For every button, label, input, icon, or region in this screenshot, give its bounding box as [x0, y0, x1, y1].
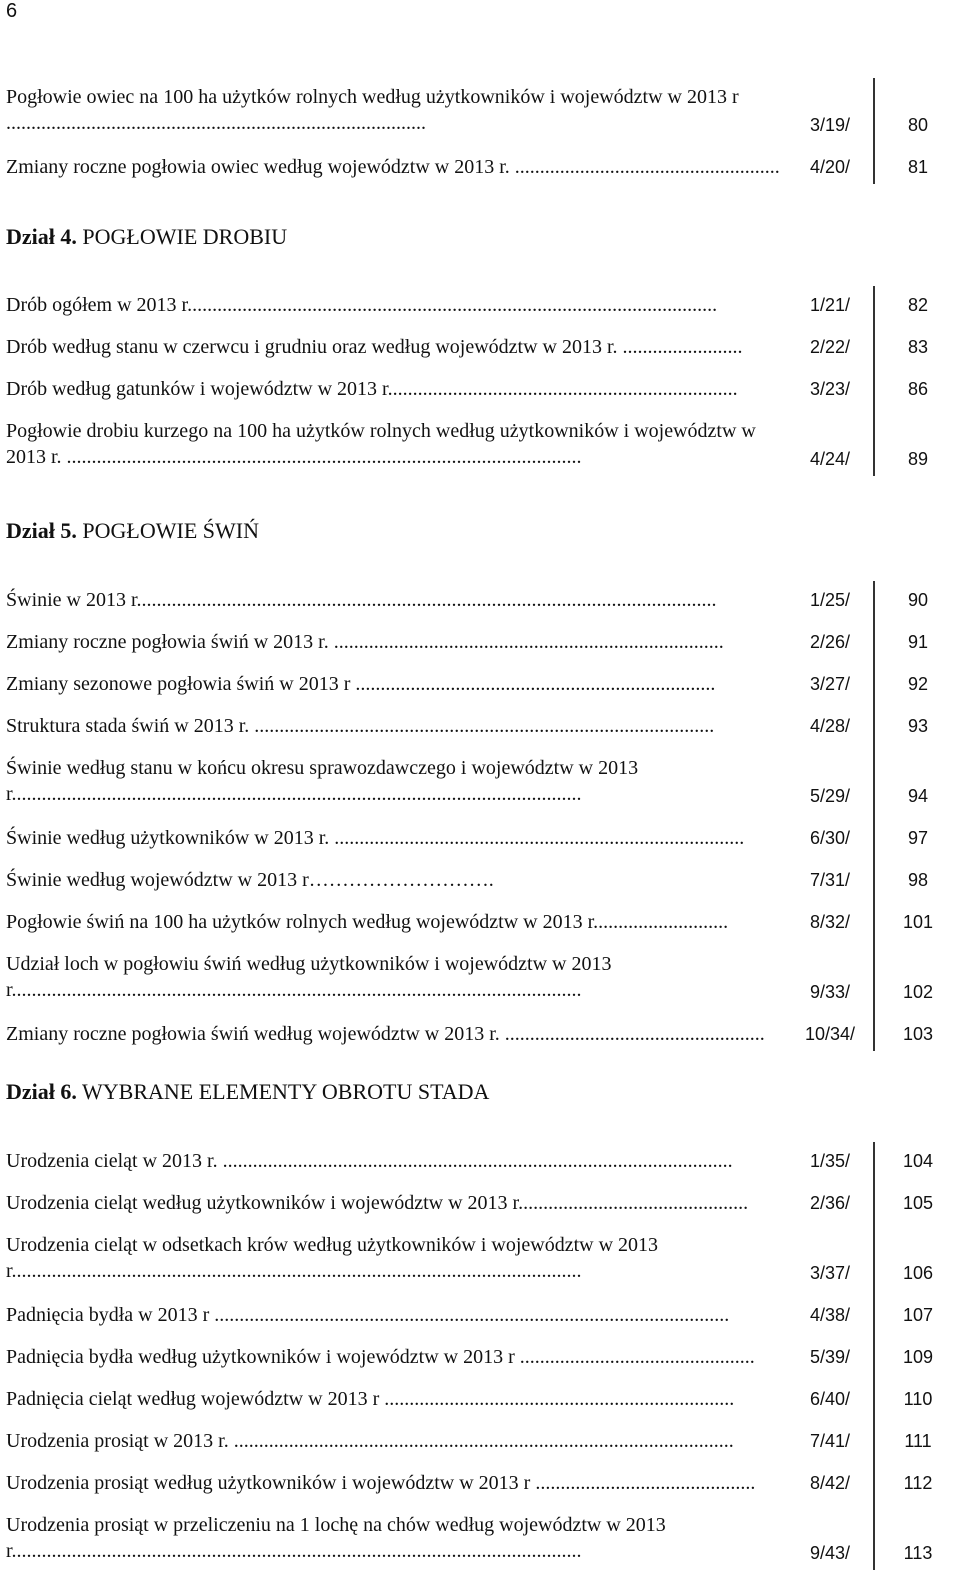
page-ref: 91: [907, 632, 929, 652]
page-ref: 102: [902, 982, 934, 1002]
page-ref: 106: [902, 1263, 934, 1283]
toc-entry: [6, 1232, 946, 1302]
page-ref: 101: [902, 912, 934, 932]
table-number: 8/42/: [809, 1473, 851, 1493]
table-number: 3/27/: [809, 674, 851, 694]
toc-entry-title: Urodzenia prosiąt w 2013 r. ....................................................................................................: [6, 1430, 734, 1452]
toc-entry: [6, 951, 946, 1021]
toc-entry-title: Urodzenia cieląt w 2013 r. ......................................................................................................: [6, 1150, 733, 1172]
toc-entry: [6, 1344, 946, 1386]
toc-entry: [6, 154, 946, 196]
section-heading: Dział 4. POGŁOWIE DROBIU: [6, 224, 288, 249]
toc-entry: [6, 292, 946, 334]
toc-entry-title: Świnie według użytkowników w 2013 r. ..................................................................................: [6, 827, 745, 849]
toc-entry-title: Padnięcia bydła według użytkowników i województw w 2013 r ...............................................: [6, 1346, 755, 1368]
page-ref: 104: [902, 1151, 934, 1171]
table-number: 8/32/: [809, 912, 851, 932]
section-heading: Dział 5. POGŁOWIE ŚWIŃ: [6, 518, 259, 543]
page-ref: 82: [907, 295, 929, 315]
column-divider: [873, 78, 875, 184]
toc-entry: [6, 1512, 946, 1582]
toc-entry-title: Świnie według województw w 2013 r……………………….: [6, 869, 494, 891]
page-ref: 94: [907, 786, 929, 806]
toc-section-dzial-6: [6, 1079, 946, 1582]
page-ref: 92: [907, 674, 929, 694]
toc-entry-title: Pogłowie drobiu kurzego na 100 ha użytków rolnych według użytkowników i województw w 2013 r. .......................................................................................................: [6, 420, 756, 468]
table-number: 5/29/: [809, 786, 851, 806]
table-number: 10/34/: [804, 1024, 856, 1044]
page-ref: 93: [907, 716, 929, 736]
toc-entry: [6, 825, 946, 867]
page-ref: 89: [907, 449, 929, 469]
table-number: 1/35/: [809, 1151, 851, 1171]
column-divider: [873, 1142, 875, 1570]
table-number: 1/25/: [809, 590, 851, 610]
toc-entry: [6, 1190, 946, 1232]
table-number: 9/33/: [809, 982, 851, 1002]
toc-entry-title: Świnie według stanu w końcu okresu sprawozdawczego i województw w 2013 r..................................................................................................................: [6, 757, 639, 805]
table-number: 6/30/: [809, 828, 851, 848]
table-number: 9/43/: [809, 1543, 851, 1563]
table-number: 7/31/: [809, 870, 851, 890]
toc-entry: [6, 1148, 946, 1190]
page-ref: 112: [903, 1473, 933, 1493]
toc-entry: [6, 909, 946, 951]
section-heading: Dział 6. WYBRANE ELEMENTY OBROTU STADA: [6, 1079, 490, 1104]
table-number: 7/41/: [809, 1431, 851, 1451]
table-number: 1/21/: [809, 295, 851, 315]
table-number: 5/39/: [809, 1347, 851, 1367]
toc-entry: [6, 755, 946, 825]
toc-entry-title: Pogłowie owiec na 100 ha użytków rolnych według użytkowników i województw w 2013 r ....................................................................................: [6, 86, 739, 134]
column-divider: [873, 581, 875, 1051]
page-ref: 81: [907, 157, 929, 177]
toc-entry-title: Drób według gatunków i województw w 2013 r......................................................................: [6, 378, 738, 400]
toc-entry-title: Urodzenia cieląt w odsetkach krów według użytkowników i województw w 2013 r..................................................................................................................: [6, 1234, 659, 1282]
page-ref: 90: [907, 590, 929, 610]
table-number: 4/20/: [809, 157, 851, 177]
toc-entry-title: Drób według stanu w czerwcu i grudniu oraz według województw w 2013 r. ........................: [6, 336, 743, 358]
table-number: 4/38/: [809, 1305, 851, 1325]
page-ref: 113: [903, 1543, 933, 1563]
toc-entry-title: Zmiany roczne pogłowia świń według województw w 2013 r. ....................................................: [6, 1023, 765, 1045]
toc-entry-title: Urodzenia prosiąt w przeliczeniu na 1 lochę na chów według województw w 2013 r..................................................................................................................: [6, 1514, 666, 1562]
toc-entry: [6, 334, 946, 376]
toc-entry: [6, 1021, 946, 1063]
toc-entry-title: Padnięcia cieląt według województw w 2013 r ......................................................................: [6, 1388, 735, 1410]
table-number: 4/24/: [809, 449, 851, 469]
toc-entry-title: Zmiany roczne pogłowia świń w 2013 r. ..............................................................................: [6, 631, 724, 653]
toc-entry: [6, 418, 946, 488]
column-divider: [873, 286, 875, 476]
toc-entry: [6, 713, 946, 755]
page-ref: 110: [903, 1389, 933, 1409]
toc-entry-title: Drób ogółem w 2013 r..........................................................................................................: [6, 294, 718, 316]
toc-entry-title: Zmiany sezonowe pogłowia świń w 2013 r ........................................................................: [6, 673, 716, 695]
toc-entry: [6, 867, 946, 909]
toc-section-dzial-4: [6, 224, 946, 488]
toc-entry: [6, 1302, 946, 1344]
page-ref: 105: [902, 1193, 934, 1213]
table-number: 3/37/: [809, 1263, 851, 1283]
toc-section-continued: [6, 84, 946, 196]
toc-entry: [6, 629, 946, 671]
table-number: 2/36/: [809, 1193, 851, 1213]
page-ref: 97: [907, 828, 929, 848]
toc-entry-title: Urodzenia cieląt według użytkowników i województw w 2013 r..............................................: [6, 1192, 749, 1214]
toc-entry: [6, 376, 946, 418]
page-ref: 98: [907, 870, 929, 890]
table-number: 3/19/: [809, 115, 851, 135]
table-number: 3/23/: [809, 379, 851, 399]
table-number: 6/40/: [809, 1389, 851, 1409]
page-ref: 86: [907, 379, 929, 399]
toc-entry-title: Pogłowie świń na 100 ha użytków rolnych według województw w 2013 r...........................: [6, 911, 729, 933]
toc-entry-title: Świnie w 2013 r....................................................................................................................: [6, 589, 717, 611]
toc-entry-title: Struktura stada świń w 2013 r. ............................................................................................: [6, 715, 715, 737]
toc-entry-title: Udział loch w pogłowiu świń według użytkowników i województw w 2013 r..................................................................................................................: [6, 953, 612, 1001]
page-ref: 103: [902, 1024, 934, 1044]
toc-entry: [6, 1428, 946, 1470]
page-number: 6: [6, 0, 18, 22]
table-number: 4/28/: [809, 716, 851, 736]
table-number: 2/22/: [809, 337, 851, 357]
toc-entry: [6, 1470, 946, 1512]
toc-entry: [6, 1386, 946, 1428]
toc-entry: [6, 84, 946, 154]
page-ref: 83: [907, 337, 929, 357]
toc-entry: [6, 587, 946, 629]
toc-entry-title: Zmiany roczne pogłowia owiec według województw w 2013 r. .....................................................: [6, 156, 780, 178]
toc-entry-title: Padnięcia bydła w 2013 r .......................................................................................................: [6, 1304, 730, 1326]
table-number: 2/26/: [809, 632, 851, 652]
page-ref: 111: [904, 1431, 932, 1451]
page-ref: 80: [907, 115, 929, 135]
toc-entry: [6, 671, 946, 713]
page-ref: 107: [902, 1305, 934, 1325]
toc-section-dzial-5: [6, 518, 946, 1063]
page-ref: 109: [902, 1347, 934, 1367]
toc-entry-title: Urodzenia prosiąt według użytkowników i województw w 2013 r ............................................: [6, 1472, 756, 1494]
